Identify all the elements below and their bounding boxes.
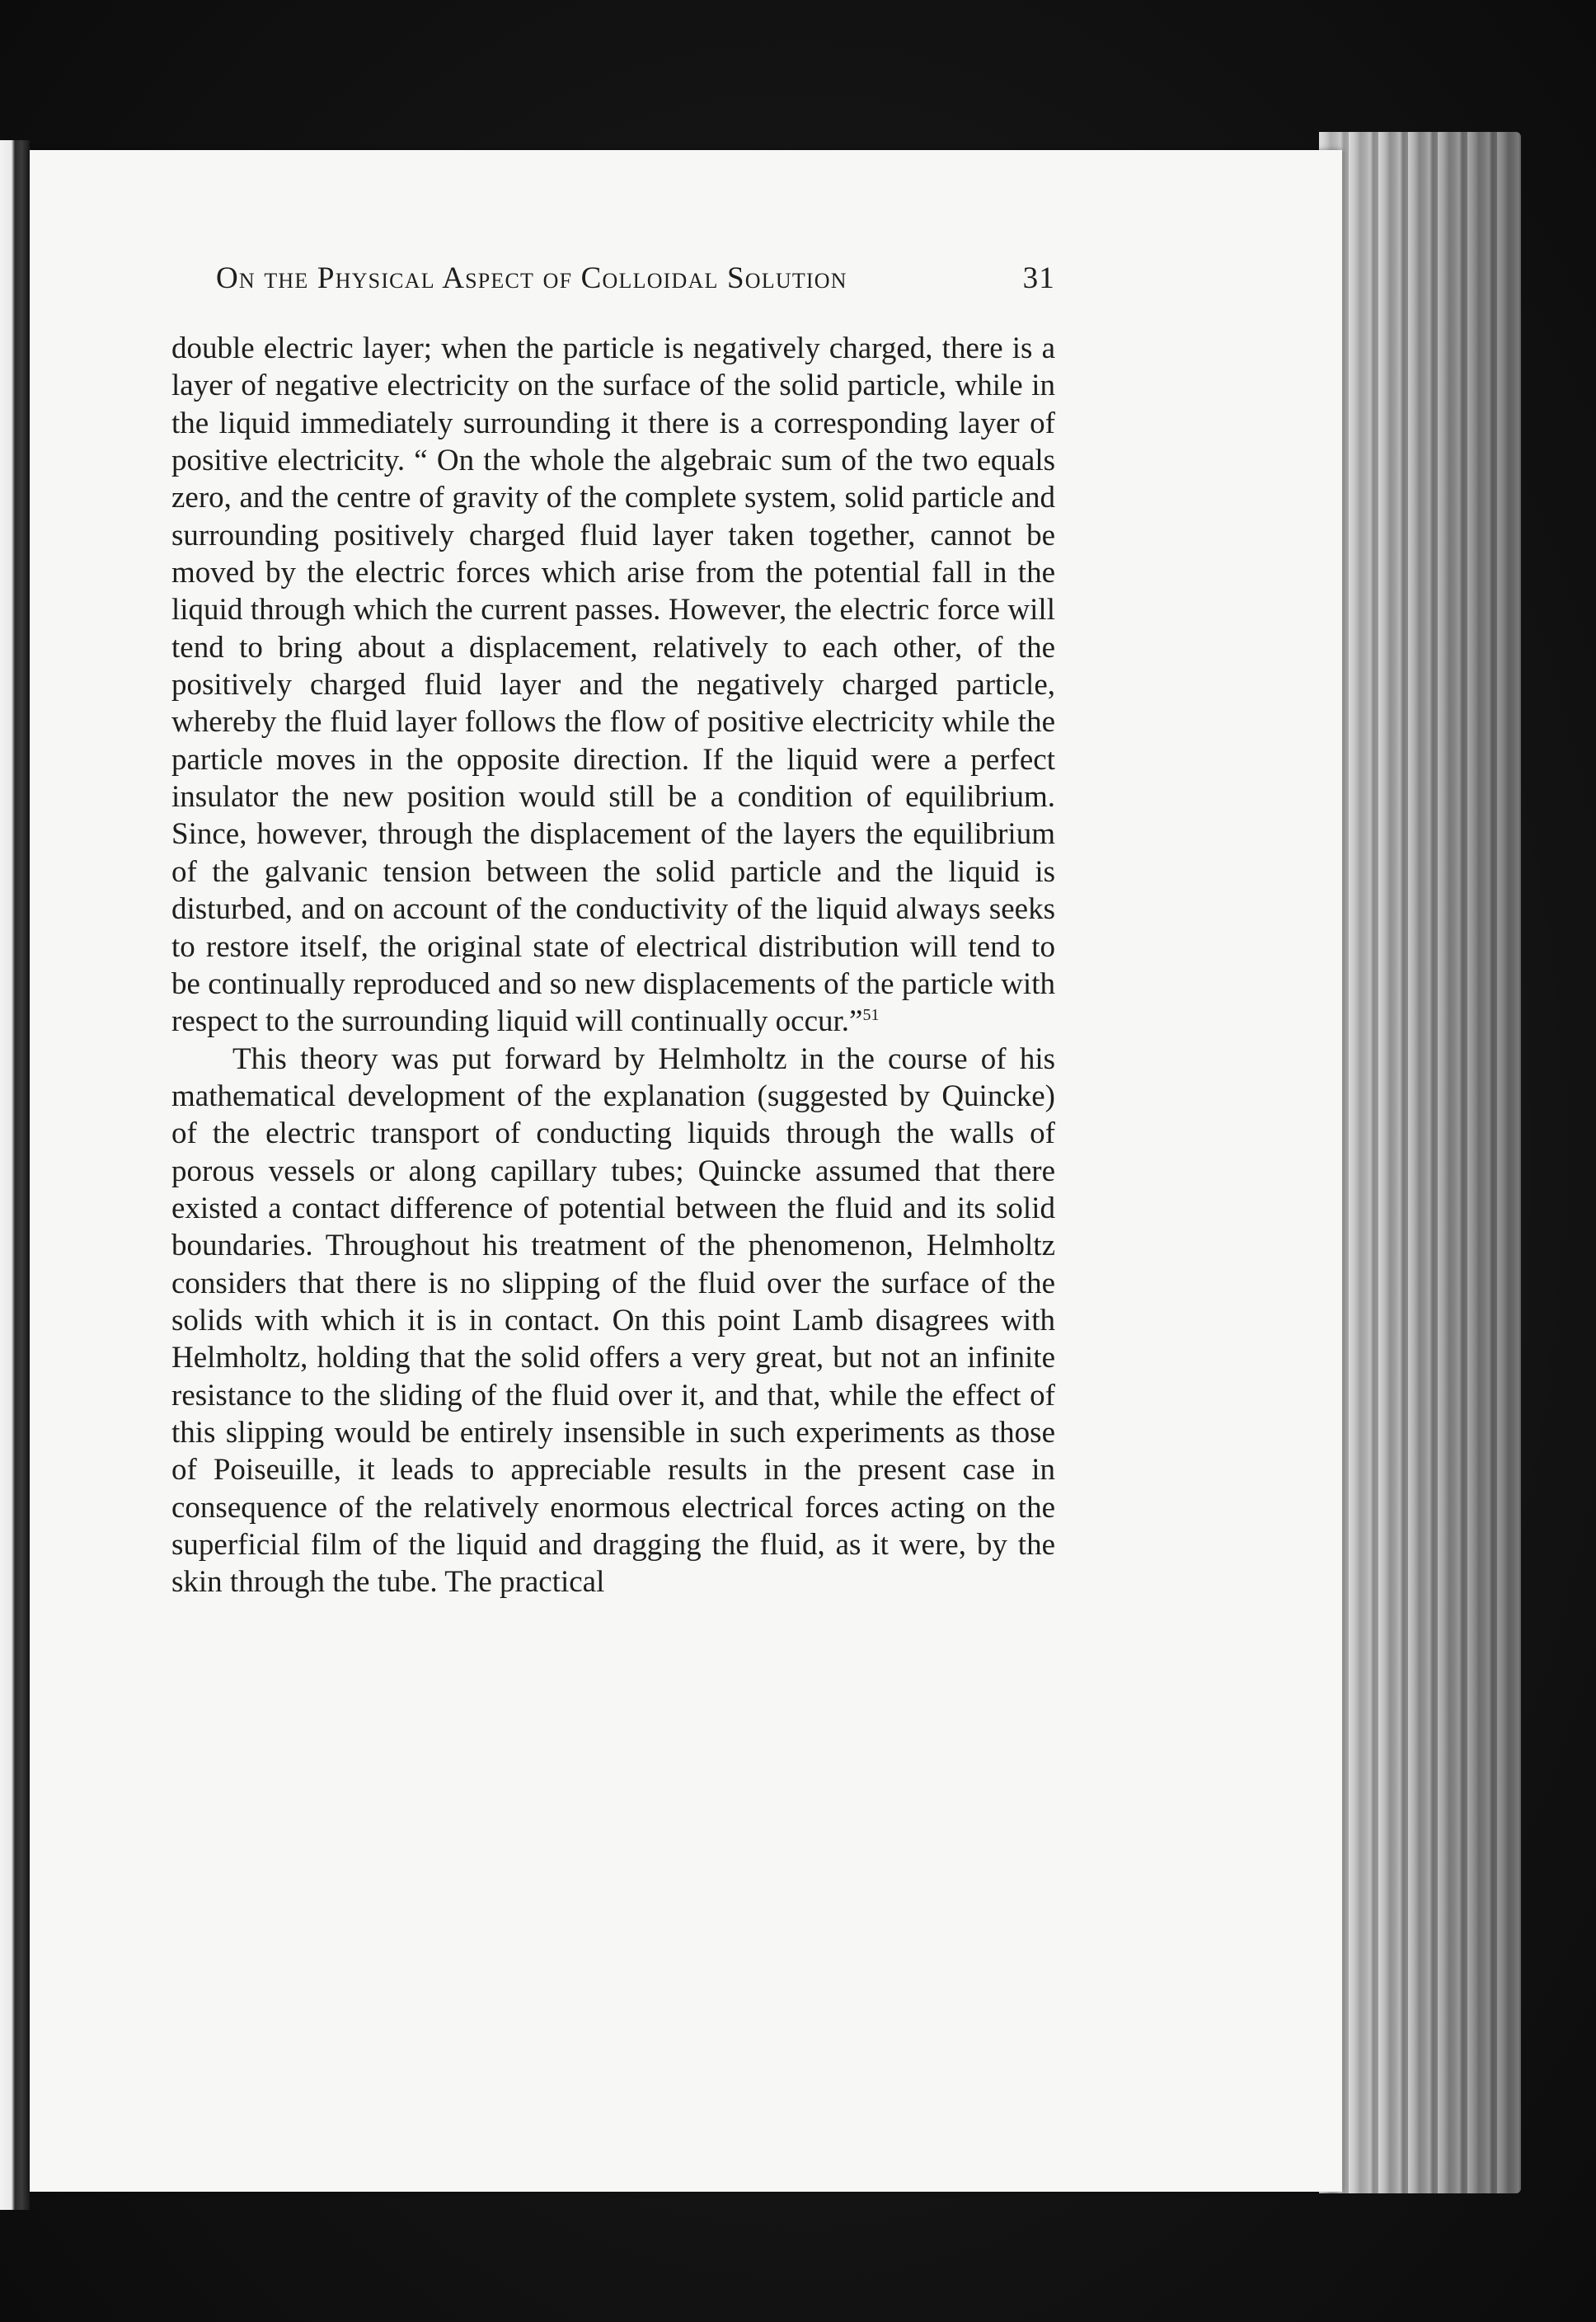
page-number: 31 xyxy=(1022,261,1055,295)
body-text xyxy=(171,330,1055,1601)
paragraph-1-text: double electric layer; when the particle is negatively charged, there is a layer of negative electricity on the surface of the solid particle, while in the liquid immediately surrounding it there is a corresponding layer of positive electricity. “ On the whole the algebraic sum of the two equals zero, and the centre of gravity of the complete system, solid particle and surrounding positively charged fluid layer taken together, cannot be moved by the electric forces which arise from the potential fall in the liquid through which the current passes. However, the electric force will tend to bring about a displacement, relatively to each other, of the positively charged fluid layer and the negatively charged particle, whereby the fluid layer follows the flow of positive electricity while the particle moves in the opposite direction. If the liquid were a perfect insulator the new position would still be a condition of equilibrium. Since, however, through the displacement of the layers the equilibrium of the galvanic tension between the solid particle and the liquid is disturbed, and on account of the conductivity of the liquid always seeks to restore itself, the original state of electrical distribution will tend to be continually reproduced and so new displacements of the particle with respect to the surrounding liquid will continually occur.” xyxy=(171,331,1055,1039)
facing-page-edge xyxy=(0,140,30,2210)
running-head-title: On the Physical Aspect of Colloidal Solution xyxy=(216,261,847,295)
paragraph-1 xyxy=(171,330,1055,1041)
footnote-reference: 51 xyxy=(862,1006,880,1025)
paragraph-2: This theory was put forward by Helmholtz in the course of his mathematical development of the explanation (suggested by Quincke) of the electric transport of conducting liquids through the walls of porous vessels or along capillary tubes; Quincke assumed that there existed a contact difference of potential between the fluid and its solid boundaries. Throughout his treatment of the phenomenon, Helmholtz considers that there is no slipping of the fluid over the surface of the solids with which it is in contact. On this point Lamb disagrees with Helmholtz, holding that the solid offers a very great, but not an infinite resistance to the sliding of the fluid over it, and that, while the effect of this slipping would be entirely insensible in such experiments as those of Poiseuille, it leads to appreciable results in the present case in consequence of the relatively enormous electrical forces acting on the superficial film of the liquid and dragging the fluid, as it were, by the skin through the tube. The practical xyxy=(171,1041,1055,1600)
book-page-edges-shading xyxy=(1319,132,1521,2193)
running-head xyxy=(216,261,1055,302)
